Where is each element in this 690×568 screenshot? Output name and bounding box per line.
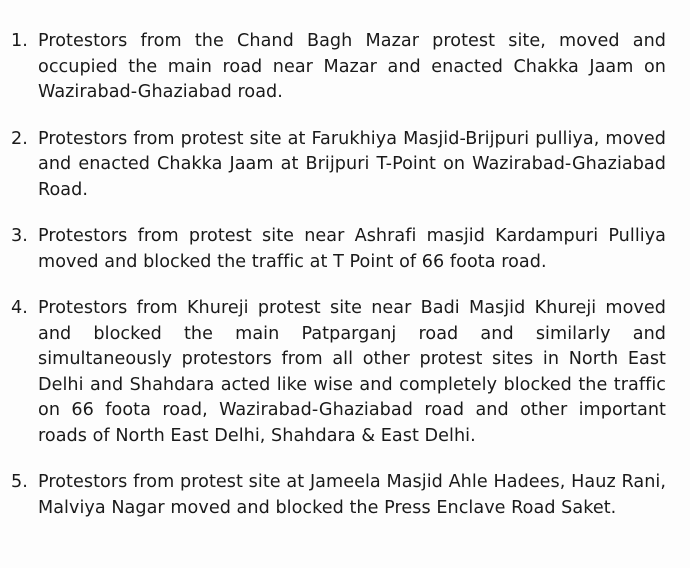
list-item xyxy=(0,470,666,521)
protest-list xyxy=(0,29,690,542)
item-text: Protestors from protest site at Jameela Masjid Ahle Hadees, Hauz Rani, Malviya Nagar moved and blocked the Press Enclave Road Saket. xyxy=(38,472,666,518)
list-item xyxy=(0,296,666,449)
list-item xyxy=(0,224,666,275)
item-number: 2. xyxy=(11,128,28,149)
item-text: Protestors from protest site at Farukhiya Masjid-Brijpuri pulliya, moved and enacted Chakka Jaam at Brijpuri T-Point on Wazirabad-Ghaziabad Road. xyxy=(38,128,666,200)
item-number: 1. xyxy=(11,31,28,51)
item-number: 5. xyxy=(11,472,28,492)
item-number: 4. xyxy=(11,298,28,318)
list-item xyxy=(0,29,666,106)
item-text: Protestors from the Chand Bagh Mazar protest site, moved and occupied the main road near Mazar and enacted Chakka Jaam on Wazirabad-Ghaziabad road. xyxy=(38,31,666,102)
item-text: Protestors from Khureji protest site near Badi Masjid Khureji moved and blocked the main Patparganj road and similarly and simultaneously protestors from all other protest sites in North East Delhi and Shahdara acted like wise and completely blocked the traffic on 66 foota road, Wazirabad-Ghaziabad road and other important roads of North East Delhi, Shahdara & East Delhi. xyxy=(38,298,666,446)
item-text: Protestors from protest site near Ashrafi masjid Kardampuri Pulliya moved and blocked the traffic at T Point of 66 foota road. xyxy=(38,226,666,272)
item-number: 3. xyxy=(11,226,28,246)
list-item xyxy=(0,127,666,204)
